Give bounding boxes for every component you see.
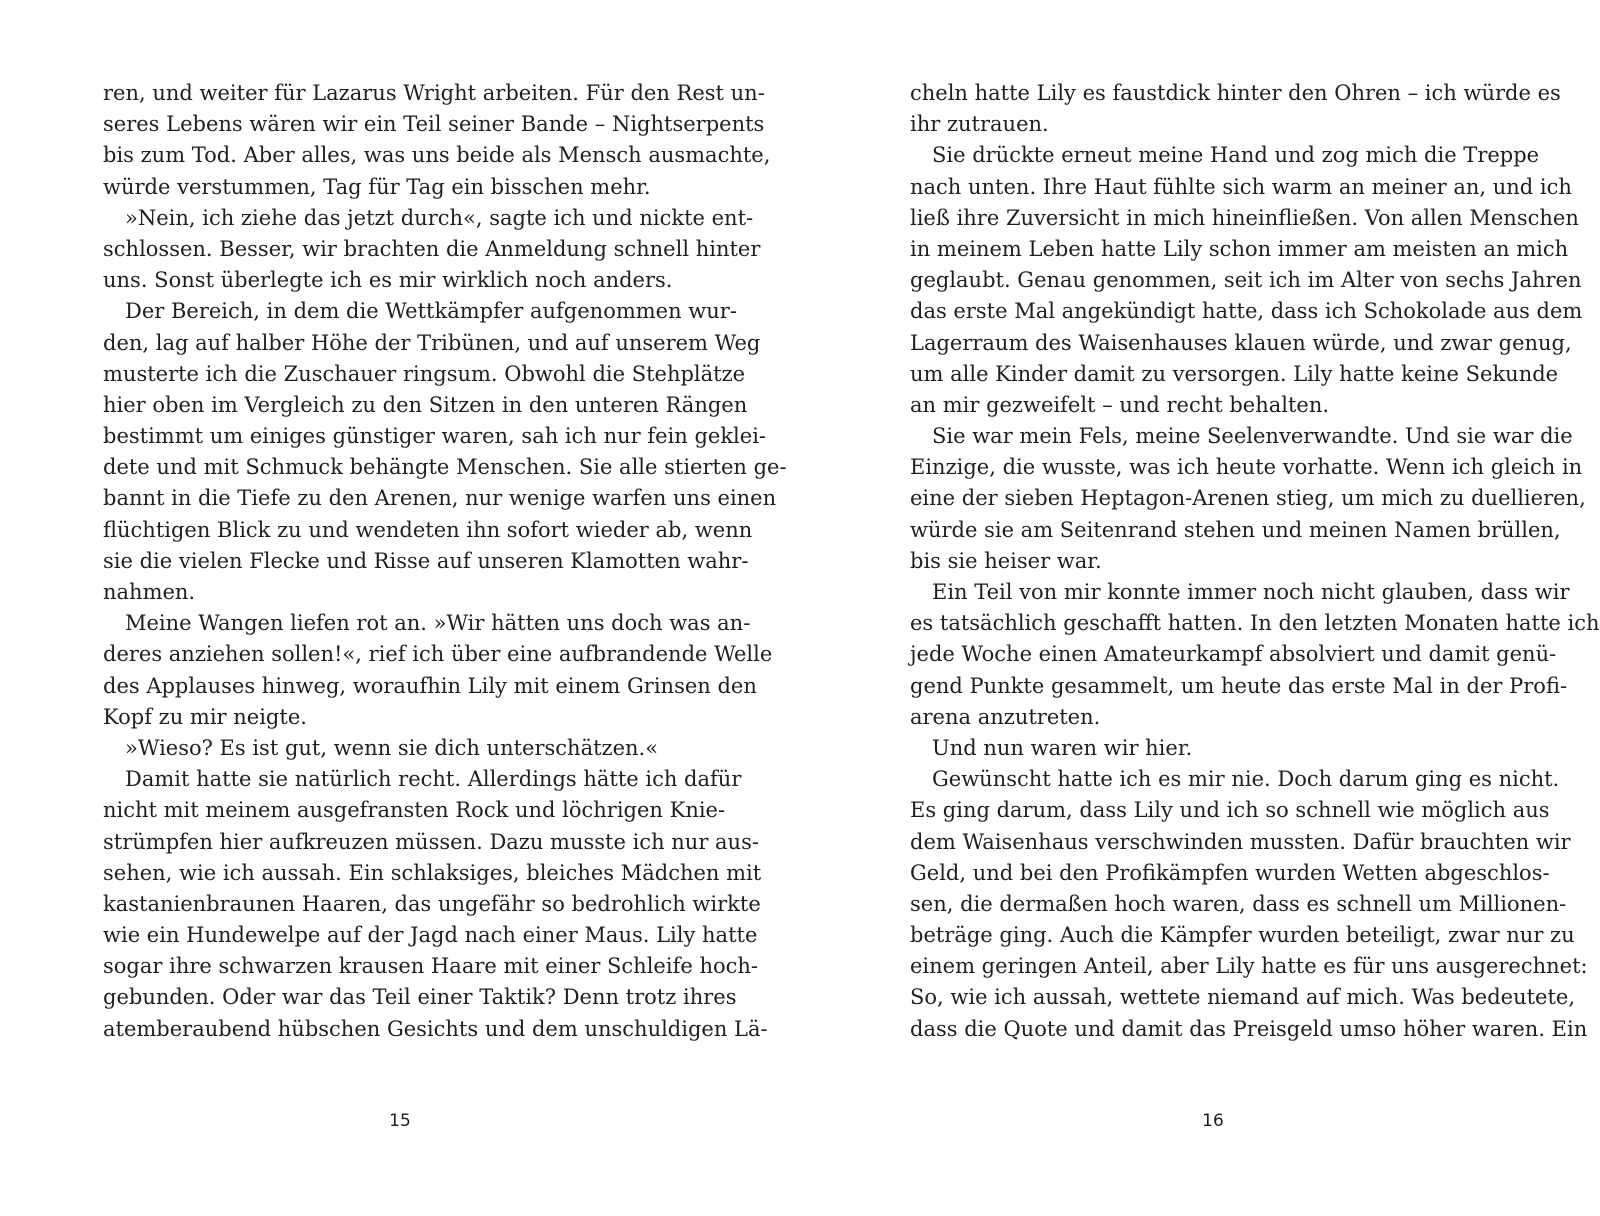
text-line: ren, und weiter für Lazarus Wright arbeiten. Für den Rest un- — [103, 81, 765, 105]
text-line: an mir gezweifelt – und recht behalten. — [910, 392, 1330, 417]
text-line: um alle Kinder damit zu versorgen. Lily hatte keine Sekunde — [910, 361, 1559, 386]
text-line: würde verstummen, Tag für Tag ein bisschen mehr. — [103, 174, 651, 199]
text-line: Und nun waren wir hier. — [932, 735, 1193, 760]
text-line: sehen, wie ich aussah. Ein schlaksiges, bleiches Mädchen mit — [103, 860, 762, 885]
text-line: Es ging darum, dass Lily und ich so schnell wie möglich aus — [910, 798, 1550, 823]
text-line: atemberaubend hübschen Gesichts und dem unschuldigen Lä- — [103, 1016, 768, 1041]
text-line: gend Punkte gesammelt, um heute das erste Mal in der Profi- — [910, 673, 1568, 698]
text-line: jede Woche einen Amateurkampf absolviert und damit genü- — [910, 642, 1557, 667]
page-number-left: 15 — [389, 1111, 411, 1131]
left-page-text — [103, 78, 787, 1045]
text-line: strümpfen hier aufkreuzen müssen. Dazu musste ich nur aus- — [103, 829, 759, 854]
text-line: deres anziehen sollen!«, rief ich über eine aufbrandende Welle — [103, 642, 773, 667]
text-line: kastanienbraunen Haaren, das ungefähr so bedrohlich wirkte — [103, 891, 761, 916]
text-line: gebunden. Oder war das Teil einer Taktik? Denn trotz ihres — [103, 985, 737, 1010]
text-line: bannt in die Tiefe zu den Arenen, nur wenige warfen uns einen — [103, 486, 777, 511]
text-line: cheln hatte Lily es faustdick hinter den Ohren – ich würde es — [910, 81, 1561, 105]
text-line: bis sie heiser war. — [910, 548, 1102, 573]
text-line: dem Waisenhaus verschwinden mussten. Dafür brauchten wir — [910, 829, 1571, 854]
text-line: würde sie am Seitenrand stehen und meinen Namen brüllen, — [910, 517, 1561, 542]
text-line: seres Lebens wären wir ein Teil seiner Bande – Nightserpents — [103, 112, 765, 137]
text-line: So, wie ich aussah, wettete niemand auf mich. Was bedeutete, — [910, 985, 1576, 1010]
text-line: Gewünscht hatte ich es mir nie. Doch darum ging es nicht. — [932, 767, 1560, 792]
text-line: dete und mit Schmuck behängte Menschen. Sie alle stierten ge- — [103, 455, 787, 480]
text-line: flüchtigen Blick zu und wendeten ihn sofort wieder ab, wenn — [103, 517, 753, 542]
text-line: einem geringen Anteil, aber Lily hatte es für uns ausgerechnet: — [910, 954, 1588, 979]
text-line: Lagerraum des Waisenhauses klauen würde, und zwar genug, — [910, 330, 1572, 355]
text-line: beträge ging. Auch die Kämpfer wurden beteiligt, zwar nur zu — [910, 923, 1575, 948]
text-line: dass die Quote und damit das Preisgeld umso höher waren. Ein — [910, 1016, 1588, 1041]
text-line: des Applauses hinweg, woraufhin Lily mit einem Grinsen den — [103, 673, 757, 698]
text-line: schlossen. Besser, wir brachten die Anmeldung schnell hinter — [103, 236, 761, 261]
text-line: Einzige, die wusste, was ich heute vorhatte. Wenn ich gleich in — [910, 455, 1583, 480]
text-line: es tatsächlich geschafft hatten. In den letzten Monaten hatte ich — [910, 611, 1600, 636]
text-line: Sie drückte erneut meine Hand und zog mich die Treppe — [932, 143, 1540, 168]
text-line: Meine Wangen liefen rot an. »Wir hätten uns doch was an- — [125, 611, 751, 636]
text-line: »Nein, ich ziehe das jetzt durch«, sagte ich und nickte ent- — [125, 205, 754, 230]
text-line: nach unten. Ihre Haut fühlte sich warm an meiner an, und ich — [910, 174, 1572, 199]
text-line: ihr zutrauen. — [910, 112, 1049, 137]
text-line: Geld, und bei den Profikämpfen wurden Wetten abgeschlos- — [910, 860, 1550, 885]
text-line: das erste Mal angekündigt hatte, dass ich Schokolade aus dem — [910, 299, 1583, 324]
text-line: den, lag auf halber Höhe der Tribünen, und auf unserem Weg — [103, 330, 761, 355]
text-line: geglaubt. Genau genommen, seit ich im Alter von sechs Jahren — [910, 268, 1582, 293]
text-line: musterte ich die Zuschauer ringsum. Obwohl die Stehplätze — [103, 361, 746, 386]
text-line: Ein Teil von mir konnte immer noch nicht glauben, dass wir — [932, 580, 1570, 604]
text-line: Damit hatte sie natürlich recht. Allerdings hätte ich dafür — [125, 767, 742, 792]
text-line: nahmen. — [103, 580, 196, 604]
text-line: eine der sieben Heptagon-Arenen stieg, um mich zu duellieren, — [910, 486, 1586, 511]
text-line: Der Bereich, in dem die Wettkämpfer aufgenommen wur- — [125, 299, 737, 324]
right-page-text — [910, 78, 1600, 1045]
text-line: bestimmt um einiges günstiger waren, sah ich nur fein geklei- — [103, 424, 767, 449]
text-line: sogar ihre schwarzen krausen Haare mit einer Schleife hoch- — [103, 954, 758, 979]
text-line: in meinem Leben hatte Lily schon immer am meisten an mich — [910, 236, 1569, 261]
text-line: hier oben im Vergleich zu den Sitzen in den unteren Rängen — [103, 392, 748, 417]
text-line: Sie war mein Fels, meine Seelenverwandte. Und sie war die — [932, 424, 1573, 449]
text-line: »Wieso? Es ist gut, wenn sie dich unterschätzen.« — [125, 735, 659, 760]
text-line: sen, die dermaßen hoch waren, dass es schnell um Millionen- — [910, 891, 1567, 916]
text-line: nicht mit meinem ausgefransten Rock und löchrigen Knie- — [103, 798, 726, 823]
text-line: arena anzutreten. — [910, 704, 1101, 729]
text-line: Kopf zu mir neigte. — [103, 704, 307, 729]
text-line: ließ ihre Zuversicht in mich hineinfließen. Von allen Menschen — [910, 205, 1579, 230]
text-line: wie ein Hundewelpe auf der Jagd nach einer Maus. Lily hatte — [103, 923, 758, 948]
page-number-right: 16 — [1202, 1111, 1224, 1131]
text-line: sie die vielen Flecke und Risse auf unseren Klamotten wahr- — [103, 548, 749, 573]
text-line: uns. Sonst überlegte ich es mir wirklich noch anders. — [103, 268, 673, 293]
text-line: bis zum Tod. Aber alles, was uns beide als Mensch ausmachte, — [103, 143, 771, 168]
